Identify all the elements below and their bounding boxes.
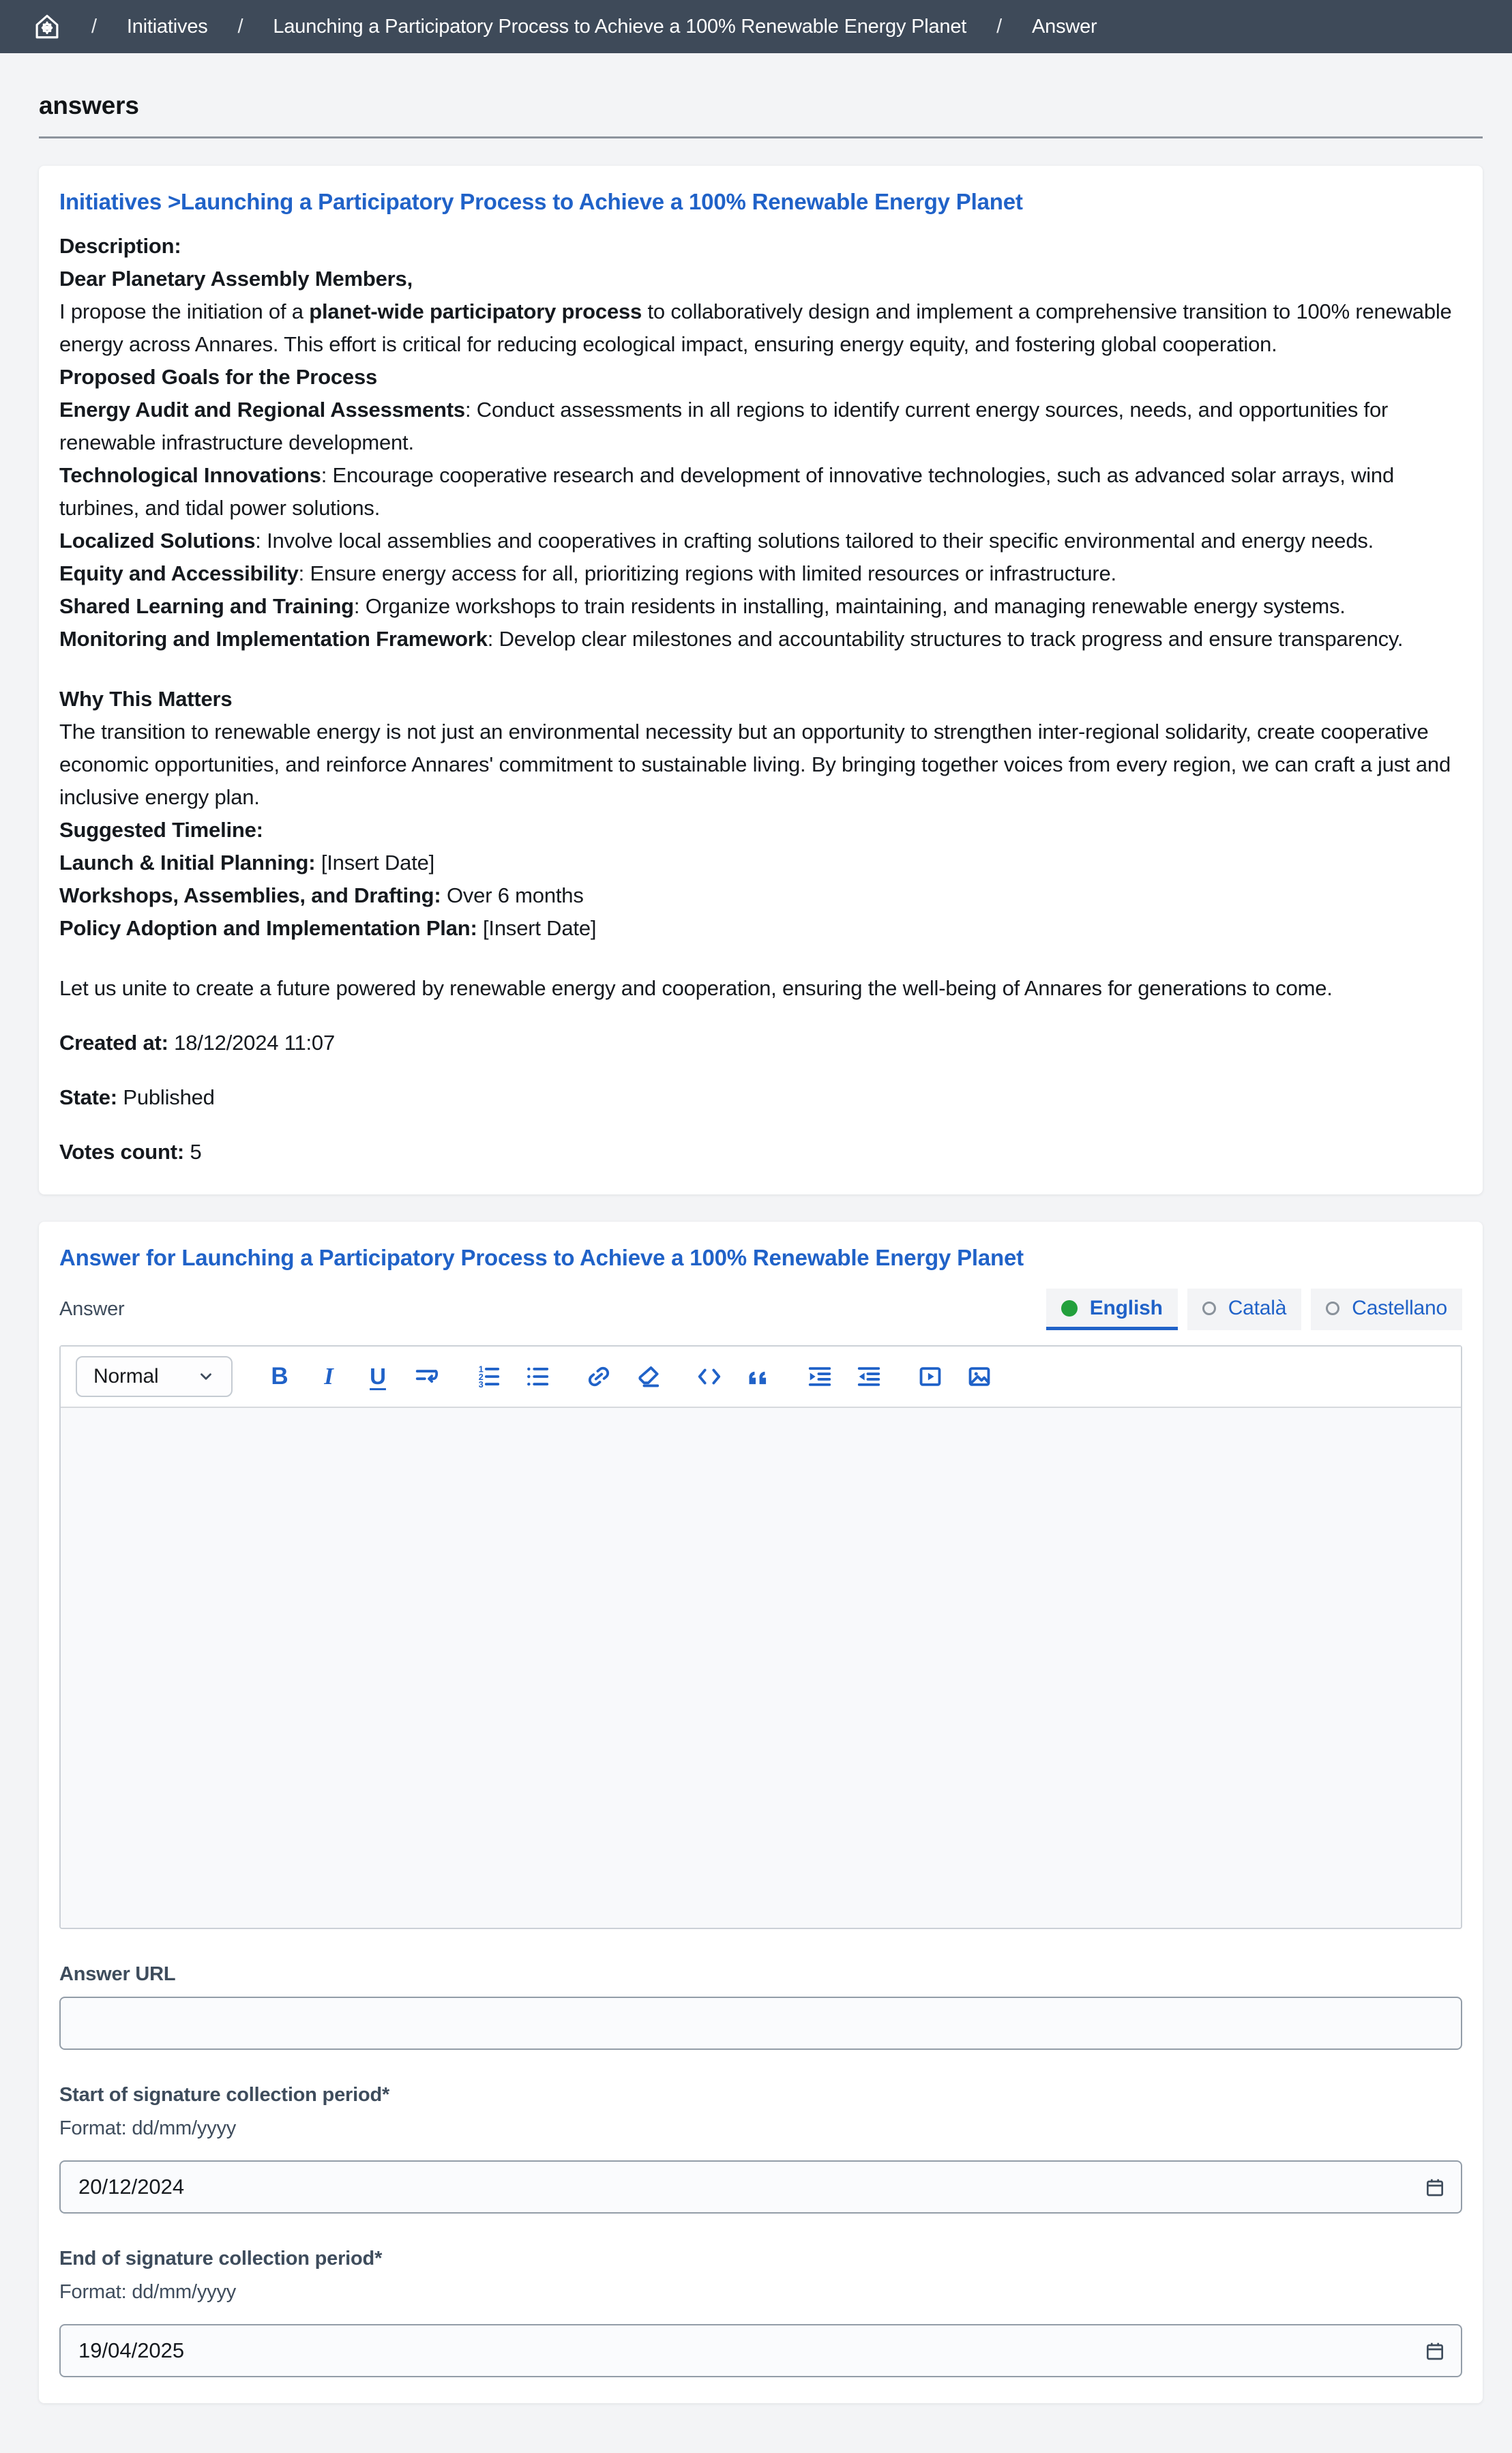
end-period-label: End of signature collection period* xyxy=(59,2248,383,2270)
unselected-language-radio-icon xyxy=(1202,1302,1216,1315)
description-paragraph: Technological Innovations: Encourage cooperative research and development of innovative technologies, such as advanced solar arrays, wind turbines, and tidal power solutions. xyxy=(59,463,1395,520)
description-paragraph: Workshops, Assemblies, and Drafting: Over 6 months xyxy=(59,883,584,907)
chevron-down-icon xyxy=(197,1368,215,1385)
bullet-list-icon[interactable] xyxy=(523,1360,552,1393)
paragraph-style-value: Normal xyxy=(93,1365,159,1387)
answer-language-row xyxy=(59,1289,1462,1330)
answer-form-title: Answer for Launching a Participatory Process to Achieve a 100% Renewable Energy Planet xyxy=(59,1245,1024,1270)
description-paragraph: Monitoring and Implementation Framework: Develop clear milestones and accountability structures to track progress and ensure transparency. xyxy=(59,627,1404,651)
editor-toolbar xyxy=(61,1347,1461,1408)
meta-line: State: Published xyxy=(59,1085,215,1109)
unselected-language-radio-icon xyxy=(1326,1302,1339,1315)
toolbar-group-code-quote xyxy=(695,1360,773,1393)
eraser-icon[interactable] xyxy=(634,1360,662,1393)
top-navbar xyxy=(0,0,1512,53)
toolbar-group-link xyxy=(584,1360,662,1393)
language-tabs xyxy=(1046,1289,1462,1330)
description-paragraph: Why This Matters xyxy=(59,687,233,711)
description-paragraph: The transition to renewable energy is not just an environmental necessity but an opportunity to strengthen inter-regional solidarity, create cooperative economic opportunities, and reinforce Annares' commitment to sustainable living. By bringing together voices from every region, we can craft a just and inclusive energy plan. xyxy=(59,720,1451,809)
language-tab-castellano[interactable] xyxy=(1311,1289,1462,1330)
language-tab-english[interactable] xyxy=(1046,1289,1178,1330)
svg-text:1: 1 xyxy=(478,1364,484,1375)
svg-text:2: 2 xyxy=(478,1372,484,1382)
answer-url-input[interactable] xyxy=(59,1997,1462,2050)
page-title: answers xyxy=(39,91,139,119)
start-period-input[interactable] xyxy=(59,2160,1462,2214)
video-icon[interactable] xyxy=(916,1360,945,1393)
indent-icon[interactable] xyxy=(805,1360,834,1393)
line-break-icon[interactable] xyxy=(413,1360,441,1393)
end-period-input[interactable] xyxy=(59,2324,1462,2377)
breadcrumb-separator: / xyxy=(996,15,1003,38)
rich-text-editor xyxy=(59,1345,1462,1929)
blockquote-icon[interactable] xyxy=(744,1360,773,1393)
italic-icon[interactable]: I xyxy=(314,1360,343,1393)
toolbar-group-media xyxy=(916,1360,994,1393)
breadcrumb-answer[interactable]: Answer xyxy=(1032,15,1097,38)
start-period-label: Start of signature collection period* xyxy=(59,2084,390,2106)
description-paragraph: Let us unite to create a future powered by renewable energy and cooperation, ensuring the well-being of Annares for generations to come. xyxy=(59,976,1333,1000)
meta-line: Votes count: 5 xyxy=(59,1140,202,1164)
toolbar-group-lists xyxy=(474,1360,552,1393)
selected-language-dot-icon xyxy=(1061,1300,1078,1317)
description-paragraph: I propose the initiation of a planet-wide participatory process to collaboratively design and implement a comprehensive transition to 100% renewable energy across Annares. This effort is critical for reducing ecological impact, ensuring energy equity, and fostering global cooperation. xyxy=(59,299,1452,356)
breadcrumb-initiative-title[interactable]: Launching a Participatory Process to Achieve a 100% Renewable Energy Planet xyxy=(273,15,967,38)
description-paragraph: Suggested Timeline: xyxy=(59,818,263,842)
link-icon[interactable] xyxy=(584,1360,613,1393)
language-tab-catala[interactable] xyxy=(1187,1289,1302,1330)
initiative-description xyxy=(59,230,1462,1005)
description-paragraph: Description: xyxy=(59,234,181,258)
breadcrumb-separator: / xyxy=(237,15,243,38)
ordered-list-icon[interactable] xyxy=(474,1360,503,1393)
language-tab-label: Castellano xyxy=(1352,1297,1447,1319)
answer-form-card xyxy=(39,1222,1483,2403)
toolbar-group-text-style xyxy=(265,1360,441,1393)
code-view-icon[interactable] xyxy=(695,1360,724,1393)
paragraph-style-select[interactable] xyxy=(76,1356,233,1397)
home-link[interactable] xyxy=(33,12,61,41)
description-paragraph: Localized Solutions: Involve local assemblies and cooperatives in crafting solutions tailored to their specific environmental and energy needs. xyxy=(59,529,1374,553)
description-paragraph: Dear Planetary Assembly Members, xyxy=(59,267,413,291)
description-paragraph: Equity and Accessibility: Ensure energy access for all, prioritizing regions with limited resources or infrastructure. xyxy=(59,561,1116,585)
underline-icon[interactable]: U xyxy=(364,1360,392,1393)
answer-field-label: Answer xyxy=(59,1298,125,1320)
outdent-icon[interactable] xyxy=(855,1360,883,1393)
breadcrumb-separator: / xyxy=(91,15,97,38)
start-period-format-hint: Format: dd/mm/yyyy xyxy=(59,2117,237,2139)
description-spacer xyxy=(59,945,1462,972)
bold-icon[interactable]: B xyxy=(265,1360,294,1393)
language-tab-label: Català xyxy=(1228,1297,1287,1319)
answer-editor-textarea[interactable] xyxy=(61,1408,1461,1928)
language-tab-label: English xyxy=(1089,1297,1163,1319)
image-icon[interactable] xyxy=(965,1360,994,1393)
description-paragraph: Launch & Initial Planning: [Insert Date] xyxy=(59,851,435,875)
description-paragraph: Policy Adoption and Implementation Plan: [Insert Date] xyxy=(59,916,597,940)
svg-text:3: 3 xyxy=(478,1379,484,1390)
home-gear-icon xyxy=(33,12,61,41)
meta-line: Created at: 18/12/2024 11:07 xyxy=(59,1031,335,1055)
answer-url-label: Answer URL xyxy=(59,1963,176,1985)
description-spacer xyxy=(59,656,1462,683)
breadcrumb-initiatives[interactable]: Initiatives xyxy=(126,15,208,38)
initiative-details-card xyxy=(39,166,1483,1194)
main-content xyxy=(39,91,1483,2403)
description-paragraph: Shared Learning and Training: Organize workshops to train residents in installing, maintaining, and managing renewable energy systems. xyxy=(59,594,1346,618)
description-paragraph: Energy Audit and Regional Assessments: Conduct assessments in all regions to identify current energy sources, needs, and opportunities for renewable infrastructure development. xyxy=(59,398,1389,454)
end-period-format-hint: Format: dd/mm/yyyy xyxy=(59,2281,237,2303)
description-paragraph: Proposed Goals for the Process xyxy=(59,365,378,389)
initiative-meta xyxy=(59,1027,1462,1169)
initiative-link[interactable]: Initiatives >Launching a Participatory Process to Achieve a 100% Renewable Energy Planet xyxy=(59,189,1023,214)
title-divider xyxy=(39,136,1483,138)
toolbar-group-indent xyxy=(805,1360,883,1393)
